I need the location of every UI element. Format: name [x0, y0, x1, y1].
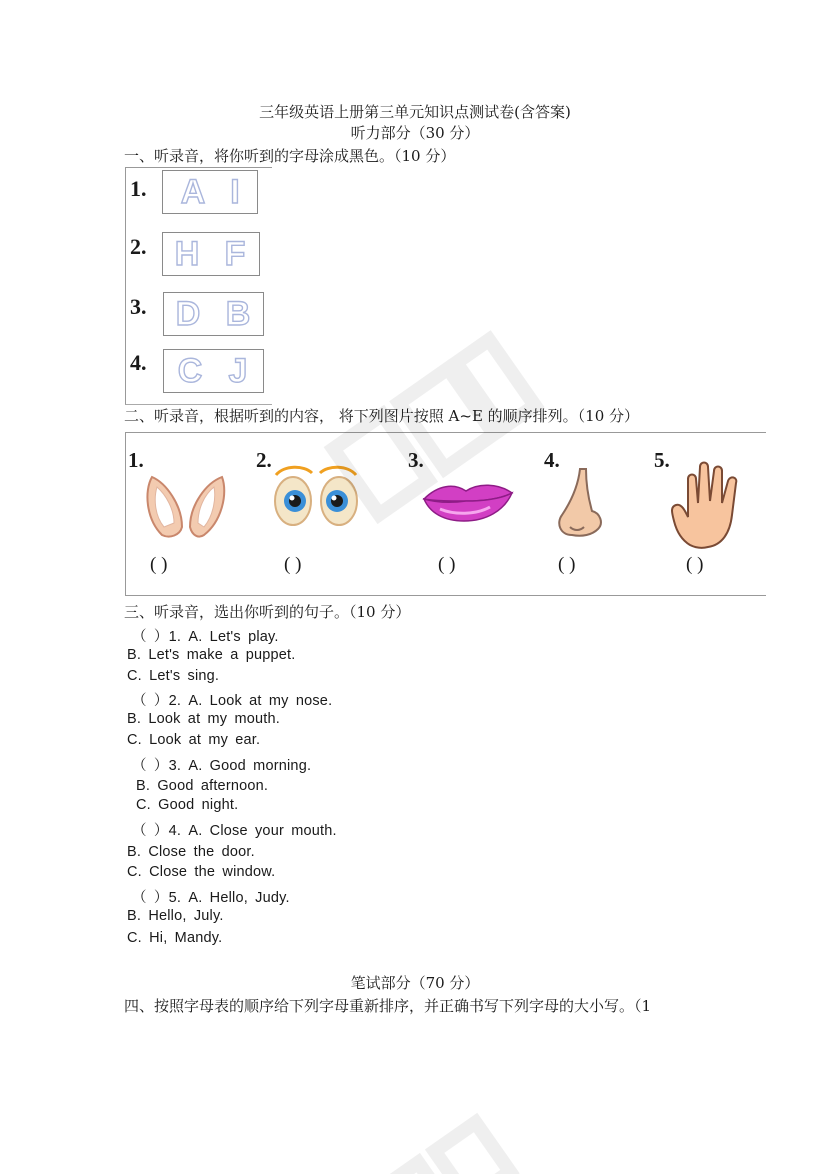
picture-number: 4.: [544, 448, 560, 472]
option-line: B. Hello, July.: [127, 908, 224, 924]
part4-heading: 四、按照字母表的顺序给下列字母重新排序，并正确书写下列字母的大小写。（1: [124, 997, 652, 1015]
question-line: （ ）4. A. Close your mouth.: [132, 823, 337, 839]
letter-option[interactable]: B: [225, 295, 251, 333]
option-line: B. Good afternoon.: [136, 778, 269, 794]
part1-heading: 一、听录音，将你听到的字母涂成黑色。（10 分）: [124, 147, 456, 165]
watermark-logo: [300, 300, 560, 560]
question-line: （ ）1. A. Let's play.: [132, 629, 279, 645]
question-line: （ ）3. A. Good morning.: [132, 758, 312, 774]
letter-pair-box: [163, 349, 264, 393]
ears-picture: [142, 469, 232, 539]
picture-number: 3.: [408, 448, 424, 472]
letter-option[interactable]: I: [230, 173, 240, 211]
answer-blank[interactable]: ( ): [150, 554, 168, 575]
picture-number: 2.: [256, 448, 272, 472]
option-line: C. Hi, Mandy.: [127, 930, 223, 946]
document-title: 三年级英语上册第三单元知识点测试卷(含答案): [259, 103, 571, 121]
option-line: B. Close the door.: [127, 844, 255, 860]
part2-heading: 二、听录音，根据听到的内容， 将下列图片按照 A~E 的顺序排列。（10 分）: [124, 407, 640, 425]
question-line: （ ）5. A. Hello, Judy.: [132, 890, 290, 906]
letter-option[interactable]: J: [228, 352, 248, 390]
question-line: （ ）2. A. Look at my nose.: [132, 693, 333, 709]
option-line: C. Good night.: [136, 797, 239, 813]
nose-picture: [552, 465, 612, 541]
letter-pair-box: [162, 232, 260, 276]
answer-blank[interactable]: ( ): [686, 554, 704, 575]
letter-exercise-box: [125, 167, 272, 405]
picture-number: 5.: [654, 448, 670, 472]
listening-section-title: 听力部分（30 分）: [350, 124, 480, 142]
item-number: 4.: [130, 350, 147, 375]
answer-blank[interactable]: ( ): [558, 554, 576, 575]
letter-option[interactable]: F: [224, 235, 246, 273]
option-line: B. Let's make a puppet.: [127, 647, 296, 663]
letter-option[interactable]: C: [177, 352, 203, 390]
part3-heading: 三、听录音，选出你听到的句子。（10 分）: [124, 603, 411, 621]
item-number: 3.: [130, 294, 147, 319]
item-number: 1.: [130, 176, 147, 201]
option-line: C. Look at my ear.: [127, 732, 261, 748]
written-section-title: 笔试部分（70 分）: [350, 974, 480, 992]
option-line: C. Let's sing.: [127, 668, 220, 684]
letter-pair-box: [163, 292, 264, 336]
option-line: B. Look at my mouth.: [127, 711, 281, 727]
hand-picture: [668, 459, 754, 551]
letter-pair-box: [162, 170, 258, 214]
picture-number: 1.: [128, 448, 144, 472]
option-line: C. Close the window.: [127, 864, 276, 880]
letter-option[interactable]: D: [175, 295, 201, 333]
answer-blank[interactable]: ( ): [438, 554, 456, 575]
watermark-logo: [360, 1080, 560, 1174]
letter-option[interactable]: H: [174, 235, 200, 273]
answer-blank[interactable]: ( ): [284, 554, 302, 575]
letter-option[interactable]: A: [180, 173, 206, 211]
item-number: 2.: [130, 234, 147, 259]
